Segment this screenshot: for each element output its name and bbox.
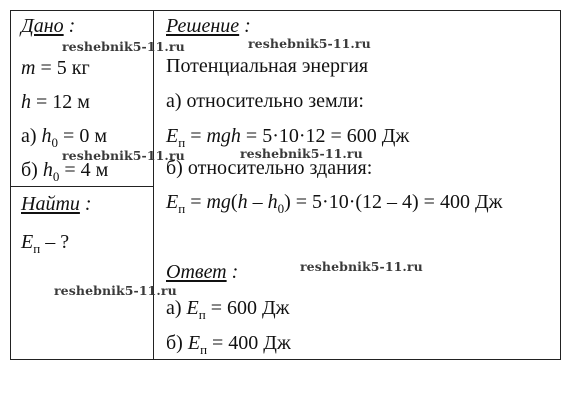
- given-find-divider: [10, 186, 154, 187]
- given-case-b: б) $h_0 = 4$ м: [21, 159, 109, 184]
- given-height: h = 12 м: [21, 91, 90, 113]
- watermark: reshebnik5-11.ru: [62, 148, 185, 163]
- given-header: Дано :: [21, 15, 76, 37]
- solution-formula-b: $E_п = mg(h - h_0) = 5\cdot 10\cdot(12 - 4) = 400$ Дж: [166, 191, 503, 216]
- answer-b: б) $E_п = 400$ Дж: [166, 332, 291, 357]
- answer-header: Ответ :: [166, 261, 239, 283]
- solution-line-2: а) относительно земли:: [166, 90, 364, 112]
- watermark: reshebnik5-11.ru: [248, 36, 371, 51]
- find-header: Найти :: [21, 193, 92, 215]
- find-target: $E_п$ – ?: [21, 231, 70, 256]
- given-mass: m = 5 кг: [21, 57, 90, 79]
- watermark: reshebnik5-11.ru: [240, 146, 363, 161]
- given-case-a: а) $h_0 = 0$ м: [21, 125, 107, 150]
- watermark: reshebnik5-11.ru: [300, 259, 423, 274]
- column-divider: [153, 10, 154, 360]
- solution-header: Решение :: [166, 15, 251, 37]
- watermark: reshebnik5-11.ru: [62, 39, 185, 54]
- answer-a: а) $E_п = 600$ Дж: [166, 297, 290, 322]
- solution-line-4: б) относительно здания:: [166, 157, 373, 179]
- solution-formula-a: $E_п$ = mgh = 5·10·12 = 600 Дж: [166, 125, 410, 150]
- watermark: reshebnik5-11.ru: [54, 283, 177, 298]
- solution-line-1: Потенциальная энергия: [166, 55, 369, 77]
